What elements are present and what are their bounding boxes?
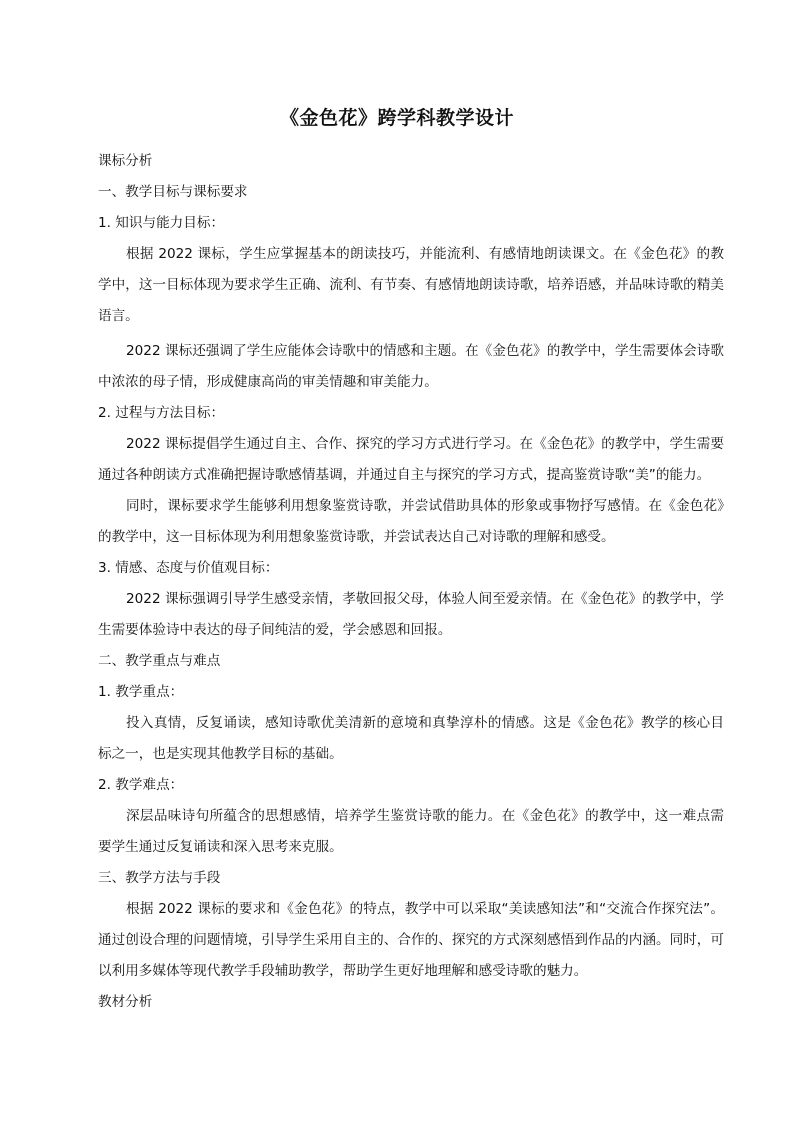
paragraph: 同时，课标要求学生能够利用想象鉴赏诗歌，并尝试借助具体的形象或事物抒写感情。在《金色花》的教学中，这一目标体现为利用想象鉴赏诗歌，并尝试表达自己对诗歌的理解和感受。 xyxy=(98,498,724,545)
item-key-point: 1. 教学重点： xyxy=(98,684,184,700)
paragraph: 深层品味诗句所蕴含的思想感情，培养学生鉴赏诗歌的能力。在《金色花》的教学中，这一难点需要学生通过反复诵读和深入思考来克服。 xyxy=(98,808,724,855)
paragraph: 根据 2022 课标，学生应掌握基本的朗读技巧，并能流利、有感情地朗读课文。在《金色花》的教学中，这一目标体现为要求学生正确、流利、有节奏、有感情地朗读诗歌，培养语感，并品味诗歌的精美语言。 xyxy=(98,246,724,324)
item-emotion-values: 3. 情感、态度与价值观目标： xyxy=(98,560,279,576)
paragraph: 2022 课标强调引导学生感受亲情，孝敬回报父母，体验人间至爱亲情。在《金色花》的教学中，学生需要体验诗中表达的母子间纯洁的爱，学会感恩和回报。 xyxy=(98,591,724,638)
paragraph: 根据 2022 课标的要求和《金色花》的特点，教学中可以采取“美读感知法”和“交流合作探究法”。通过创设合理的问题情境，引导学生采用自主的、合作的、探究的方式深刻感悟到作品的内涵。同时，可以利用多媒体等现代教学手段辅助教学，帮助学生更好地理解和感受诗歌的魅力。 xyxy=(98,901,724,979)
item-difficult-point: 2. 教学难点： xyxy=(98,777,184,793)
document-body xyxy=(98,146,724,1018)
section-heading-textbook-analysis: 教材分析 xyxy=(98,994,153,1010)
paragraph: 2022 课标提倡学生通过自主、合作、探究的学习方式进行学习。在《金色花》的教学中，学生需要通过各种朗读方式准确把握诗歌感情基调，并通过自主与探究的学习方式，提高鉴赏诗歌“美”的能力。 xyxy=(98,436,724,483)
heading-teaching-objectives: 一、教学目标与课标要求 xyxy=(98,184,248,200)
item-process-method: 2. 过程与方法目标： xyxy=(98,405,225,421)
paragraph: 投入真情，反复诵读，感知诗歌优美清新的意境和真挚淳朴的情感。这是《金色花》教学的核心目标之一，也是实现其他教学目标的基础。 xyxy=(98,715,724,762)
heading-key-difficult-points: 二、教学重点与难点 xyxy=(98,653,221,669)
item-knowledge-ability: 1. 知识与能力目标： xyxy=(98,215,225,231)
section-heading-curriculum-analysis: 课标分析 xyxy=(98,153,153,169)
document-title: 《金色花》跨学科教学设计 xyxy=(279,107,514,129)
paragraph: 2022 课标还强调了学生应能体会诗歌中的情感和主题。在《金色花》的教学中，学生需要体会诗歌中浓浓的母子情，形成健康高尚的审美情趣和审美能力。 xyxy=(98,343,724,390)
heading-teaching-methods: 三、教学方法与手段 xyxy=(98,870,221,886)
